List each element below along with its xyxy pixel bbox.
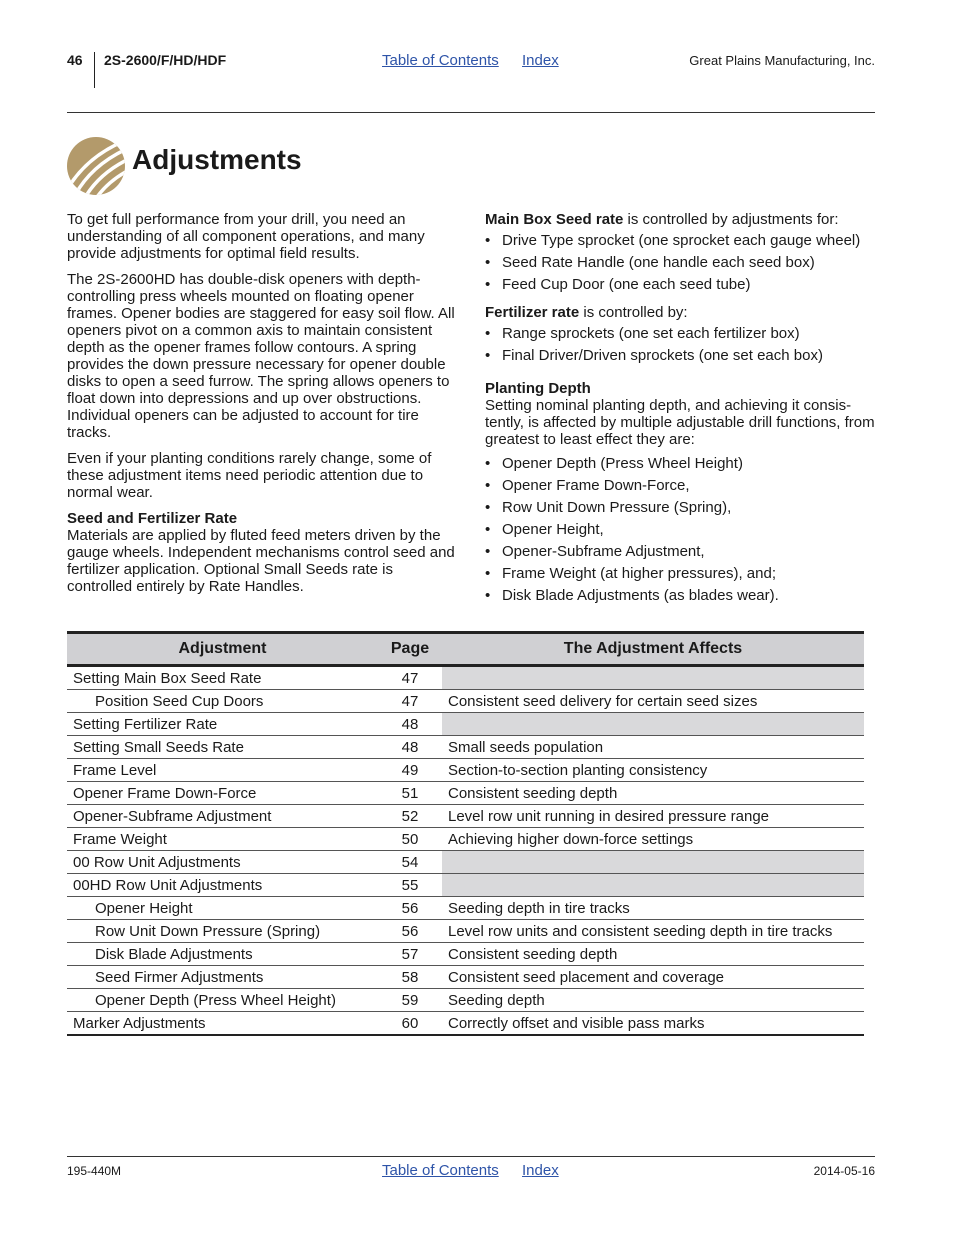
adjustment-cell: 00 Row Unit Adjustments [67, 851, 378, 874]
list-item: • Disk Blade Adjustments (as blades wear). [485, 585, 877, 607]
affects-cell [442, 713, 864, 736]
seed-fertilizer-paragraph: Materials are applied by fluted feed meters driven by the gauge wheels. Independent mechanisms control seed and fertilizer application. Optional Small Seeds rate is controlled entirely by Rate Handles. [67, 527, 455, 595]
planting-depth-paragraph: Setting nominal planting depth, and achieving it consis-tently, is affected by multiple adjustable drill functions, from greatest to least effect they are: [485, 397, 875, 448]
header-divider [94, 52, 95, 88]
footer-index-link[interactable]: Index [522, 1162, 559, 1179]
adjustment-cell: Frame Weight [67, 828, 378, 851]
adjustment-cell: 00HD Row Unit Adjustments [67, 874, 378, 897]
table-row [67, 920, 864, 943]
adjustment-cell: Opener-Subframe Adjustment [67, 805, 378, 828]
page-cell: 50 [378, 828, 442, 851]
company-name: Great Plains Manufacturing, Inc. [689, 53, 875, 68]
adjustment-cell: Seed Firmer Adjustments [67, 966, 378, 989]
table-row [67, 966, 864, 989]
adjustment-cell: Setting Fertilizer Rate [67, 713, 378, 736]
page-cell: 59 [378, 989, 442, 1012]
fertilizer-label: Fertilizer rate [485, 304, 580, 321]
table-row [67, 690, 864, 713]
adjustment-cell: Opener Depth (Press Wheel Height) [67, 989, 378, 1012]
list-item: • Drive Type sprocket (one sprocket each gauge wheel) [485, 230, 877, 252]
main-box-label: Main Box Seed rate [485, 211, 624, 228]
table-row [67, 736, 864, 759]
affects-cell: Small seeds population [442, 736, 864, 759]
page-cell: 58 [378, 966, 442, 989]
adjustment-cell: Frame Level [67, 759, 378, 782]
affects-cell: Achieving higher down-force settings [442, 828, 864, 851]
affects-cell: Seeding depth [442, 989, 864, 1012]
adjustment-cell: Setting Small Seeds Rate [67, 736, 378, 759]
affects-cell: Consistent seed placement and coverage [442, 966, 864, 989]
great-plains-logo-icon [67, 137, 125, 195]
page-cell: 55 [378, 874, 442, 897]
adjustment-cell: Marker Adjustments [67, 1012, 378, 1036]
page-cell: 47 [378, 666, 442, 690]
list-item: • Frame Weight (at higher pressures), and; [485, 563, 877, 585]
page-cell: 48 [378, 736, 442, 759]
page-cell: 48 [378, 713, 442, 736]
wear-paragraph: Even if your planting conditions rarely change, some of these adjustment items need periodic attention due to normal wear. [67, 450, 432, 501]
affects-cell: Consistent seed delivery for certain seed sizes [442, 690, 864, 713]
adjustments-table [67, 631, 864, 1036]
publication-date: 2014-05-16 [813, 1164, 875, 1178]
table-header-row [67, 633, 864, 666]
list-item: • Opener Frame Down-Force, [485, 475, 877, 497]
list-item: • Final Driver/Driven sprockets (one set each box) [485, 345, 877, 367]
header-rule [67, 112, 875, 113]
page-number: 46 [67, 52, 83, 68]
table-row [67, 713, 864, 736]
fertilizer-text: is controlled by: [579, 304, 688, 321]
adjustment-cell: Disk Blade Adjustments [67, 943, 378, 966]
affects-cell [442, 851, 864, 874]
fertilizer-intro [485, 304, 877, 321]
document-number: 195-440M [67, 1164, 122, 1178]
table-row [67, 828, 864, 851]
adjustment-cell: Opener Height [67, 897, 378, 920]
page-cell: 60 [378, 1012, 442, 1036]
affects-cell: Level row unit running in desired pressure range [442, 805, 864, 828]
page-cell: 57 [378, 943, 442, 966]
table-row [67, 1012, 864, 1036]
table-row [67, 759, 864, 782]
column-header-page: Page [378, 633, 442, 666]
affects-cell: Consistent seeding depth [442, 943, 864, 966]
list-item: • Opener-Subframe Adjustment, [485, 541, 877, 563]
model-name: 2S-2600/F/HD/HDF [104, 52, 227, 68]
table-row [67, 666, 864, 690]
adjustment-cell: Opener Frame Down-Force [67, 782, 378, 805]
page-cell: 47 [378, 690, 442, 713]
table-row [67, 874, 864, 897]
planting-depth-heading: Planting Depth [485, 380, 591, 397]
page-cell: 49 [378, 759, 442, 782]
right-column [485, 211, 877, 615]
planting-depth-list [485, 453, 877, 607]
list-item: • Opener Height, [485, 519, 877, 541]
column-header-affects: The Adjustment Affects [442, 633, 864, 666]
page-cell: 54 [378, 851, 442, 874]
index-link[interactable]: Index [522, 52, 559, 69]
affects-cell [442, 666, 864, 690]
list-item: • Opener Depth (Press Wheel Height) [485, 453, 877, 475]
table-row [67, 897, 864, 920]
column-header-adjustment: Adjustment [67, 633, 378, 666]
affects-cell: Section-to-section planting consistency [442, 759, 864, 782]
list-item: • Row Unit Down Pressure (Spring), [485, 497, 877, 519]
main-box-intro [485, 211, 877, 228]
footer-rule [67, 1156, 875, 1157]
adjustment-cell: Setting Main Box Seed Rate [67, 666, 378, 690]
page-cell: 56 [378, 897, 442, 920]
table-of-contents-link[interactable]: Table of Contents [382, 52, 499, 69]
table-row [67, 782, 864, 805]
table-body [67, 666, 864, 1036]
table-row [67, 851, 864, 874]
intro-paragraph: To get full performance from your drill, you need an understanding of all component operations, and many provide adjustments for optimal field results. [67, 211, 425, 262]
adjustment-cell: Position Seed Cup Doors [67, 690, 378, 713]
table-row [67, 805, 864, 828]
footer-table-of-contents-link[interactable]: Table of Contents [382, 1162, 499, 1179]
opener-paragraph: The 2S-2600HD has double-disk openers with depth-controlling press wheels mounted on floating opener frames. Opener bodies are staggered for easy soil flow. All openers pivot on a common axis to maintain consistent depth as the opener frames follow contours. A spring provides the down pressure necessary for opener double disks to open a seed furrow. The spring allows openers to float down into depressions and up over obstructions. Individual openers can be adjusted to account for tire tracks. [67, 271, 455, 441]
list-item: • Seed Rate Handle (one handle each seed box) [485, 252, 877, 274]
list-item: • Range sprockets (one set each fertilizer box) [485, 323, 877, 345]
affects-cell [442, 874, 864, 897]
table-row [67, 943, 864, 966]
adjustment-cell: Row Unit Down Pressure (Spring) [67, 920, 378, 943]
page-cell: 51 [378, 782, 442, 805]
list-item: • Feed Cup Door (one each seed tube) [485, 274, 877, 296]
fertilizer-list [485, 323, 877, 367]
affects-cell: Consistent seeding depth [442, 782, 864, 805]
main-box-list [485, 230, 877, 296]
affects-cell: Seeding depth in tire tracks [442, 897, 864, 920]
page-cell: 56 [378, 920, 442, 943]
page-cell: 52 [378, 805, 442, 828]
seed-fertilizer-heading: Seed and Fertilizer Rate [67, 510, 238, 527]
main-box-text: is controlled by adjustments for: [623, 211, 839, 228]
left-column [67, 211, 459, 604]
affects-cell: Level row units and consistent seeding depth in tire tracks [442, 920, 864, 943]
page-title: Adjustments [132, 144, 302, 175]
affects-cell: Correctly offset and visible pass marks [442, 1012, 864, 1036]
table-row [67, 989, 864, 1012]
